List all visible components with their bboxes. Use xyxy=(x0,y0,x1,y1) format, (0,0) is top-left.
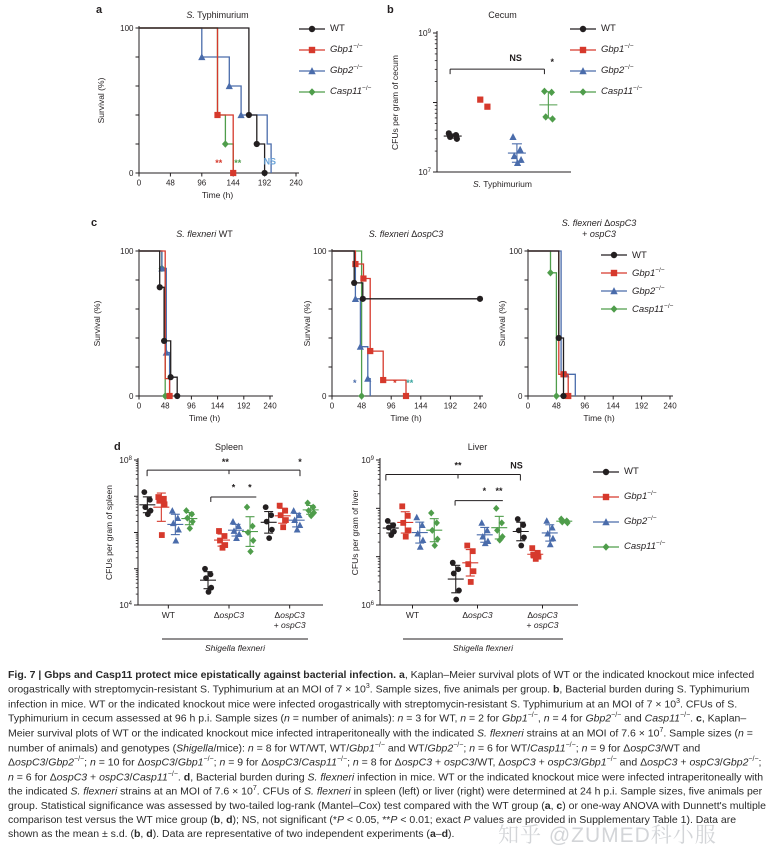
svg-text:192: 192 xyxy=(237,401,251,411)
square-marker-icon xyxy=(298,45,326,55)
svg-text:192: 192 xyxy=(257,178,272,188)
legend-entry-wt xyxy=(569,18,642,39)
svg-text:S. Typhimurium: S. Typhimurium xyxy=(186,10,249,20)
svg-text:Survival (%): Survival (%) xyxy=(303,300,312,347)
svg-text:100: 100 xyxy=(509,246,523,256)
c1-series-Gbp1-/- xyxy=(139,251,170,396)
legend-label: WT xyxy=(330,23,345,34)
legend-entry-gbp1 xyxy=(298,39,371,60)
legend-entry-casp11 xyxy=(592,534,665,559)
svg-text:192: 192 xyxy=(443,401,458,411)
svg-text:96: 96 xyxy=(197,178,207,188)
legend-label: Gbp2−/− xyxy=(601,64,634,77)
svg-text:48: 48 xyxy=(165,178,175,188)
svg-text:+ ospC3: + ospC3 xyxy=(582,229,616,239)
legend-label: Gbp1−/− xyxy=(632,266,665,280)
svg-text:144: 144 xyxy=(606,401,620,411)
svg-text:+ ospC3: + ospC3 xyxy=(273,620,306,630)
svg-text:0: 0 xyxy=(518,391,523,401)
svg-text:Survival (%): Survival (%) xyxy=(96,77,106,124)
svg-text:107: $10^7$ xyxy=(418,167,431,177)
legend-label: WT xyxy=(601,23,616,34)
legend-label: Casp11−/− xyxy=(601,85,643,98)
svg-text:Survival (%): Survival (%) xyxy=(92,300,102,347)
c2-series-Gbp2-/- xyxy=(332,251,370,396)
circle-marker-icon xyxy=(569,24,597,34)
panel-d-liver-scatter-chart xyxy=(348,436,593,673)
svg-text:**: ** xyxy=(406,377,414,388)
c2-series-Casp11-/- xyxy=(332,251,362,396)
legend-panel-d xyxy=(592,459,665,559)
svg-text:*: * xyxy=(231,482,236,493)
svg-text:240: 240 xyxy=(473,401,487,411)
svg-text:104: $10^4$ xyxy=(119,600,132,610)
circle-marker-icon xyxy=(592,467,620,477)
svg-text:109: $10^9$ xyxy=(418,28,431,38)
a-series-Gbp1-/- xyxy=(139,28,233,173)
figure-caption: Fig. 7 | Gbps and Casp11 protect mice epistatically against bacterial infection. a, Kaplan–Meier survival plots of WT or the indicated knockout mice infected orogastrically with streptomycin-resistant S. Typhimurium at an MOI of $7 \times 10^3$. Sample sizes, five animals per group. b, Bacterial burden during S. Typhimurium infection in mice. WT or the indicated knockout mice were infected orogastrically with streptomycin-resistant S. Typhimurium at an MOI of $7 \times 10^3$. CFUs of S. Typhimurium in cecum assessed at 96 h p.i. Sample sizes (n = number of animals): n = 3 for WT, n = 2 for Gbp1−/−, n = 4 for Gbp2−/− and Casp11−/−. c, Kaplan–Meier survival plots of WT or the indicated knockout mice infected intraperitoneally with the indicated S. flexneri strains at an MOI of $7.6 \times 10^7$. Sample sizes (n = number of animals) and genotypes (Shigella/mice): n = 8 for WT/WT, WT/Gbp1−/− and WT/Gbp2−/−; n = 6 for WT/Casp11−/−; n = 9 for ΔospC3/WT and ΔospC3/Gbp2−/−; n = 10 for ΔospC3/Gbp1−/−; n = 9 for ΔospC3/Casp11−/−; n = 8 for ΔospC3 + ospC3/WT, ΔospC3 + ospC3/Gbp1−/− and ΔospC3 + ospC3/Gbp2−/−; n = 6 for ΔospC3 + ospC3/Casp11−/−. d, Bacterial burden during S. flexneri infection in mice. WT or the indicated knockout mice were infected intraperitoneally with the indicated S. flexneri strains at an MOI of $7.6 \times 10^7$. CFUs of S. flexneri in spleen (left) or liver (right) were determined at 24 h p.i. Sample sizes, five animals per group. Statistical significance was assessed by two-tailed log-rank (Mantel–Cox) test compared with the WT group (a, c) or one-way ANOVA with Dunnett's multiple comparison test versus the WT mice group (b, d); NS, not significant (*P < 0.05, **P < 0.01; exact P values are provided in Supplementary Table 1). Data are shown as the mean ± s.d. (b, d). Data are representative of two independent experiments (a–d). xyxy=(8,669,766,841)
legend-label: Gbp2−/− xyxy=(330,64,363,77)
svg-text:*: * xyxy=(550,56,555,67)
circle-marker-icon xyxy=(600,250,628,260)
legend-label: Gbp2−/− xyxy=(624,515,657,528)
legend-label: WT xyxy=(624,466,639,477)
diamond-marker-icon xyxy=(592,542,620,552)
circle-marker-icon xyxy=(298,24,326,34)
triangle-marker-icon xyxy=(600,286,628,296)
svg-text:ΔospC3: ΔospC3 xyxy=(527,610,558,620)
legend-label: Casp11−/− xyxy=(330,85,372,98)
legend-entry-gbp2 xyxy=(298,60,371,81)
svg-text:CFUs per gram of liver: CFUs per gram of liver xyxy=(350,489,360,576)
legend-entry-gbp1 xyxy=(600,264,673,282)
panel-letter-d: d xyxy=(114,441,121,453)
chart-c2-svg xyxy=(303,213,493,437)
svg-text:*: * xyxy=(298,457,302,468)
diamond-marker-icon xyxy=(600,304,628,314)
diamond-marker-icon xyxy=(569,87,597,97)
svg-text:109: $10^9$ xyxy=(361,455,374,465)
a-series-Gbp2-/- xyxy=(139,28,271,173)
legend-label: Casp11−/− xyxy=(632,302,674,316)
svg-text:**: ** xyxy=(215,157,223,168)
legend-entry-gbp1 xyxy=(592,484,665,509)
svg-text:Shigella flexneri: Shigella flexneri xyxy=(452,643,514,653)
legend-entry-gbp2 xyxy=(592,509,665,534)
a-series-Casp11-/- xyxy=(139,28,233,173)
svg-text:96: 96 xyxy=(580,401,590,411)
legend-panel-c xyxy=(600,246,673,318)
svg-text:WT: WT xyxy=(161,610,175,620)
svg-text:0: 0 xyxy=(329,401,335,411)
svg-text:Time (h): Time (h) xyxy=(188,413,221,423)
square-marker-icon xyxy=(592,492,620,502)
svg-text:Spleen: Spleen xyxy=(214,442,244,452)
svg-text:**: ** xyxy=(221,457,229,468)
panel-letter-c: c xyxy=(91,217,98,229)
svg-text:S. Typhimurium: S. Typhimurium xyxy=(473,179,532,189)
svg-text:48: 48 xyxy=(160,401,170,411)
legend-entry-casp11 xyxy=(298,81,371,102)
panel-a-survival-chart xyxy=(92,2,310,219)
svg-text:*: * xyxy=(353,377,357,388)
chart-d1-svg xyxy=(103,436,355,668)
c2-series-Gbp1-/- xyxy=(332,251,406,396)
svg-text:240: 240 xyxy=(289,178,303,188)
legend-entry-wt xyxy=(298,18,371,39)
svg-text:48: 48 xyxy=(551,401,561,411)
svg-text:0: 0 xyxy=(525,401,531,411)
legend-entry-wt xyxy=(592,459,665,484)
svg-text:Time (h): Time (h) xyxy=(583,413,615,423)
svg-text:0: 0 xyxy=(136,178,142,188)
svg-text:Survival (%): Survival (%) xyxy=(498,300,507,347)
chart-a-svg xyxy=(92,2,310,214)
svg-text:NS: NS xyxy=(509,52,522,63)
chart-b-svg xyxy=(380,2,576,214)
legend-panel-b xyxy=(569,18,642,102)
svg-text:0: 0 xyxy=(136,401,142,411)
legend-entry-gbp2 xyxy=(569,60,642,81)
chart-d2-svg xyxy=(348,436,593,668)
c1-series-Casp11-/- xyxy=(139,251,165,396)
svg-text:100: 100 xyxy=(313,246,327,256)
legend-label: Gbp1−/− xyxy=(624,490,657,503)
legend-label: Gbp1−/− xyxy=(601,43,634,56)
square-marker-icon xyxy=(600,268,628,278)
panel-d-spleen-scatter-chart xyxy=(103,436,355,673)
legend-entry-casp11 xyxy=(569,81,642,102)
svg-text:S. flexneri ΔospC3: S. flexneri ΔospC3 xyxy=(368,229,444,239)
svg-text:Time (h): Time (h) xyxy=(201,190,234,200)
svg-text:**: ** xyxy=(495,486,503,497)
legend-label: WT xyxy=(632,249,647,261)
svg-text:240: 240 xyxy=(263,401,277,411)
svg-text:Liver: Liver xyxy=(467,442,488,452)
triangle-marker-icon xyxy=(298,66,326,76)
triangle-marker-icon xyxy=(569,66,597,76)
svg-text:108: $10^8$ xyxy=(119,455,132,465)
panel-b-cecum-scatter-chart xyxy=(380,2,576,219)
svg-text:CFUs per gram of spleen: CFUs per gram of spleen xyxy=(104,485,114,580)
square-marker-icon xyxy=(569,45,597,55)
legend-entry-wt xyxy=(600,246,673,264)
svg-text:192: 192 xyxy=(634,401,649,411)
svg-text:Cecum: Cecum xyxy=(488,10,517,20)
panel-letter-b: b xyxy=(387,4,394,16)
svg-text:96: 96 xyxy=(386,401,396,411)
svg-text:48: 48 xyxy=(357,401,367,411)
legend-entry-gbp1 xyxy=(569,39,642,60)
svg-text:Shigella flexneri: Shigella flexneri xyxy=(204,643,266,653)
svg-text:106: $10^6$ xyxy=(361,600,374,610)
svg-text:96: 96 xyxy=(186,401,196,411)
svg-text:100: 100 xyxy=(120,246,134,256)
legend-entry-casp11 xyxy=(600,300,673,318)
legend-entry-gbp2 xyxy=(600,282,673,300)
svg-text:*: * xyxy=(393,377,397,388)
panel-c-survival-chart-wt xyxy=(88,213,288,442)
legend-panel-a xyxy=(298,18,371,102)
svg-text:*: * xyxy=(482,486,487,497)
svg-text:ΔospC3: ΔospC3 xyxy=(462,610,493,620)
svg-text:S. flexneri ΔospC3: S. flexneri ΔospC3 xyxy=(561,218,637,228)
svg-text:240: 240 xyxy=(663,401,677,411)
svg-text:NS: NS xyxy=(263,156,277,167)
svg-text:144: 144 xyxy=(210,401,225,411)
svg-text:144: 144 xyxy=(226,178,240,188)
svg-text:ΔospC3: ΔospC3 xyxy=(274,610,305,620)
panel-c-survival-chart-dospc3 xyxy=(303,213,493,442)
svg-text:Time (h): Time (h) xyxy=(390,413,422,423)
svg-text:0: 0 xyxy=(129,168,134,178)
svg-text:ΔospC3: ΔospC3 xyxy=(213,610,245,620)
svg-text:*: * xyxy=(248,482,252,493)
svg-text:144: 144 xyxy=(414,401,428,411)
svg-text:**: ** xyxy=(234,157,242,168)
c2-series-WT xyxy=(332,251,480,299)
svg-text:S. flexneri WT: S. flexneri WT xyxy=(176,229,233,239)
watermark: 知乎 @ZUMED科小服 xyxy=(498,824,717,847)
diamond-marker-icon xyxy=(298,87,326,97)
svg-text:**: ** xyxy=(454,460,462,471)
svg-text:+ ospC3: + ospC3 xyxy=(526,620,559,630)
legend-label: Gbp2−/− xyxy=(632,284,665,298)
svg-text:WT: WT xyxy=(405,610,420,620)
legend-label: Casp11−/− xyxy=(624,540,666,553)
chart-c1-svg xyxy=(88,213,288,437)
panel-letter-a: a xyxy=(96,4,103,16)
triangle-marker-icon xyxy=(592,517,620,527)
legend-label: Gbp1−/− xyxy=(330,43,363,56)
svg-text:100: 100 xyxy=(120,23,134,33)
svg-text:0: 0 xyxy=(322,391,327,401)
svg-text:0: 0 xyxy=(129,391,134,401)
svg-text:CFUs per gram of cecum: CFUs per gram of cecum xyxy=(390,55,400,150)
svg-text:NS: NS xyxy=(510,460,523,471)
